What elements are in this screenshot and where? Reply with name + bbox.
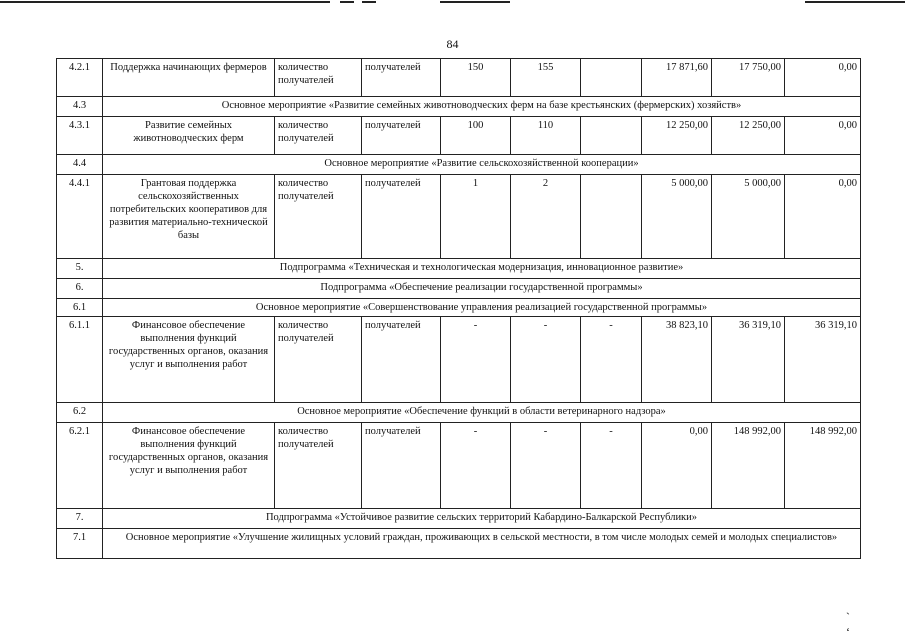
row-code: 7.1 — [57, 529, 103, 559]
value-cell: 155 — [511, 59, 581, 97]
section-title: Подпрограмма «Обеспечение реализации государственной программы» — [103, 279, 861, 299]
table-row — [57, 59, 861, 97]
measure-name: Финансовое обеспечение выполнения функций государственных органов, оказания услуг и выполнения работ — [103, 317, 275, 403]
value-cell — [581, 175, 642, 259]
value-cell: 100 — [441, 117, 511, 155]
section-title: Подпрограмма «Устойчивое развитие сельских территорий Кабардино-Балкарской Республики» — [103, 509, 861, 529]
amount-cell: 36 319,10 — [785, 317, 861, 403]
amount-cell: 17 750,00 — [712, 59, 785, 97]
measure-name: Развитие семейных животноводческих ферм — [103, 117, 275, 155]
section-title: Подпрограмма «Техническая и технологическая модернизация, инновационное развитие» — [103, 259, 861, 279]
section-row — [57, 155, 861, 175]
amount-cell: 12 250,00 — [642, 117, 712, 155]
table-row — [57, 423, 861, 509]
value-cell: 2 — [511, 175, 581, 259]
amount-cell: 38 823,10 — [642, 317, 712, 403]
program-table — [56, 58, 861, 559]
row-code: 6.1 — [57, 299, 103, 317]
section-title: Основное мероприятие «Развитие семейных животноводческих ферм на базе крестьянских (фермерских) хозяйств» — [103, 97, 861, 117]
row-code: 7. — [57, 509, 103, 529]
value-cell: 110 — [511, 117, 581, 155]
row-code: 6.2 — [57, 403, 103, 423]
row-code: 4.4.1 — [57, 175, 103, 259]
table-row — [57, 175, 861, 259]
table-row — [57, 117, 861, 155]
section-title: Основное мероприятие «Обеспечение функций в области ветеринарного надзора» — [103, 403, 861, 423]
row-code: 4.3.1 — [57, 117, 103, 155]
unit-cell: получателей — [362, 317, 441, 403]
section-row — [57, 97, 861, 117]
amount-cell: 17 871,60 — [642, 59, 712, 97]
value-cell: - — [511, 423, 581, 509]
amount-cell: 36 319,10 — [712, 317, 785, 403]
section-title: Основное мероприятие «Совершенствование управления реализацией государственной программы» — [103, 299, 861, 317]
value-cell: 1 — [441, 175, 511, 259]
section-row — [57, 279, 861, 299]
section-row — [57, 403, 861, 423]
table-row — [57, 317, 861, 403]
indicator-cell: количество получателей — [275, 423, 362, 509]
section-title: Основное мероприятие «Развитие сельскохозяйственной кооперации» — [103, 155, 861, 175]
value-cell: - — [581, 317, 642, 403]
amount-cell: 5 000,00 — [712, 175, 785, 259]
value-cell: - — [441, 317, 511, 403]
value-cell: - — [441, 423, 511, 509]
value-cell: - — [581, 423, 642, 509]
row-code: 6.2.1 — [57, 423, 103, 509]
indicator-cell: количество получателей — [275, 59, 362, 97]
measure-name: Финансовое обеспечение выполнения функций государственных органов, оказания услуг и выполнения работ — [103, 423, 275, 509]
row-code: 4.4 — [57, 155, 103, 175]
amount-cell: 148 992,00 — [712, 423, 785, 509]
unit-cell: получателей — [362, 423, 441, 509]
scan-top-edge — [0, 0, 905, 4]
amount-cell: 5 000,00 — [642, 175, 712, 259]
section-row — [57, 299, 861, 317]
amount-cell: 148 992,00 — [785, 423, 861, 509]
table-body — [57, 59, 861, 559]
amount-cell: 0,00 — [785, 175, 861, 259]
value-cell — [581, 59, 642, 97]
row-code: 4.3 — [57, 97, 103, 117]
value-cell: - — [511, 317, 581, 403]
section-row — [57, 509, 861, 529]
value-cell — [581, 117, 642, 155]
measure-name: Поддержка начинающих фермеров — [103, 59, 275, 97]
value-cell: 150 — [441, 59, 511, 97]
indicator-cell: количество получателей — [275, 317, 362, 403]
unit-cell: получателей — [362, 117, 441, 155]
amount-cell: 0,00 — [785, 59, 861, 97]
row-code: 6.1.1 — [57, 317, 103, 403]
section-title: Основное мероприятие «Улучшение жилищных условий граждан, проживающих в сельской местности, в том числе молодых семей и молодых специалистов» — [103, 529, 861, 559]
amount-cell: 0,00 — [785, 117, 861, 155]
unit-cell: получателей — [362, 59, 441, 97]
corner-marks: ` ‘ — [846, 610, 874, 639]
section-row — [57, 259, 861, 279]
row-code: 4.2.1 — [57, 59, 103, 97]
page-number: 84 — [446, 37, 459, 51]
section-row — [57, 529, 861, 559]
indicator-cell: количество получателей — [275, 117, 362, 155]
indicator-cell: количество получателей — [275, 175, 362, 259]
row-code: 5. — [57, 259, 103, 279]
unit-cell: получателей — [362, 175, 441, 259]
amount-cell: 12 250,00 — [712, 117, 785, 155]
row-code: 6. — [57, 279, 103, 299]
measure-name: Грантовая поддержка сельскохозяйственных потребительских кооперативов для развития материально-технической базы — [103, 175, 275, 259]
amount-cell: 0,00 — [642, 423, 712, 509]
